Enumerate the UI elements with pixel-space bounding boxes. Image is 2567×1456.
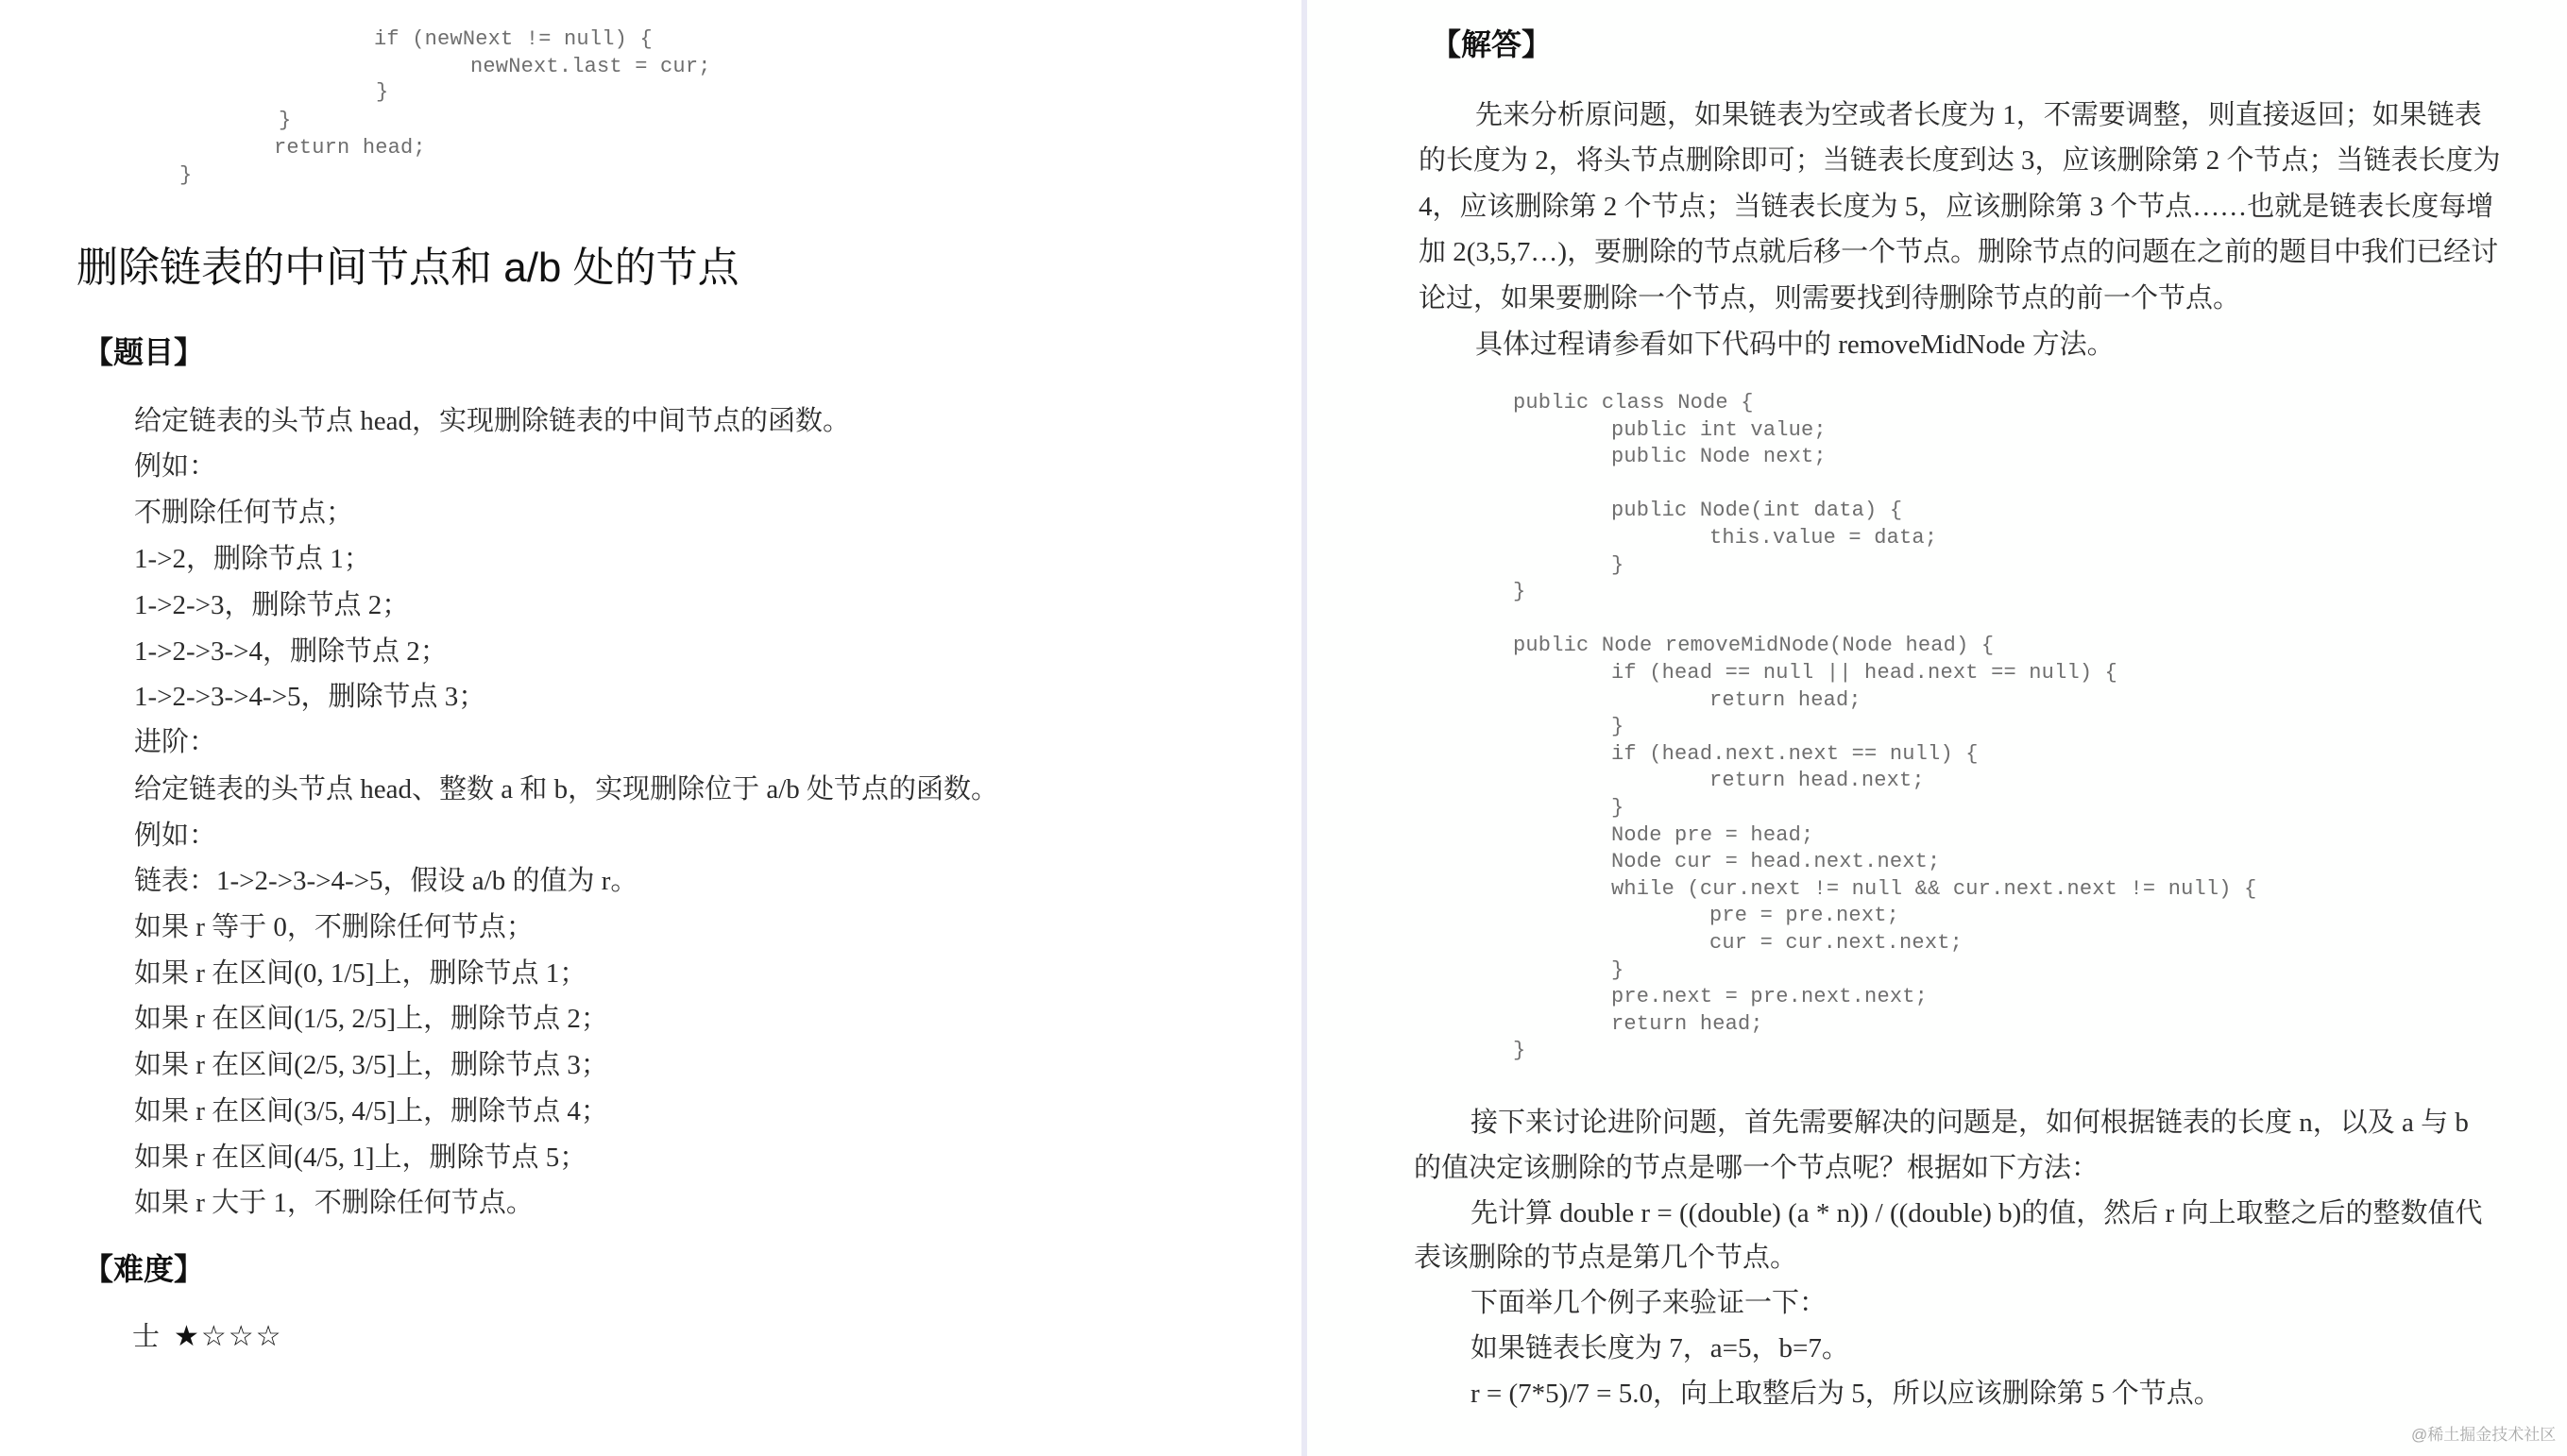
- code-line: public class Node {: [1513, 391, 1754, 415]
- problem-heading: 【题目】: [83, 335, 205, 369]
- problem-line: 例如：: [134, 451, 217, 482]
- code-line: pre.next = pre.next.next;: [1611, 985, 1929, 1008]
- paragraph-line: 加 2(3,5,7…)，要删除的节点就后移一个节点。删除节点的问题在之前的题目中我们已经讨: [1419, 237, 2499, 267]
- code-line: }: [279, 109, 292, 132]
- problem-line: 如果 r 等于 0，不删除任何节点；: [134, 912, 534, 942]
- watermark: @稀土掘金技术社区: [2411, 1426, 2557, 1444]
- code-line: this.value = data;: [1709, 526, 1938, 550]
- code-line: }: [1513, 580, 1526, 603]
- code-line: return head;: [1709, 688, 1862, 712]
- paragraph-line: 先计算 double r = ((double) (a * n)) / ((double) b)的值，然后 r 向上取整之后的整数值代: [1470, 1198, 2483, 1228]
- paragraph-line: 的长度为 2，将头节点删除即可；当链表长度到达 3，应该删除第 2 个节点；当链表长度为: [1419, 145, 2501, 176]
- code-line: }: [1611, 553, 1624, 577]
- answer-heading: 【解答】: [1431, 27, 1553, 61]
- paragraph-line: 先来分析原问题，如果链表为空或者长度为 1，不需要调整，则直接返回；如果链表: [1475, 100, 2482, 130]
- paragraph-line: 的值决定该删除的节点是哪一个节点呢？根据如下方法：: [1414, 1153, 2100, 1183]
- code-line: return head;: [1611, 1012, 1763, 1036]
- problem-line: 如果 r 在区间(2/5, 3/5]上，删除节点 3；: [134, 1050, 608, 1080]
- problem-line: 如果 r 在区间(3/5, 4/5]上，删除节点 4；: [134, 1096, 608, 1126]
- problem-line: 给定链表的头节点 head，实现删除链表的中间节点的函数。: [134, 406, 850, 436]
- paragraph-line: 4，应该删除第 2 个节点；当链表长度为 5，应该删除第 3 个节点……也就是链表长度每增: [1419, 192, 2494, 222]
- problem-line: 1->2->3->4->5，删除节点 3；: [134, 682, 486, 712]
- difficulty-stars-icon: ★☆☆☆: [174, 1321, 283, 1352]
- problem-line: 如果 r 在区间(4/5, 1]上，删除节点 5；: [134, 1143, 587, 1173]
- code-line: if (newNext != null) {: [374, 27, 653, 51]
- paragraph-line: 下面举几个例子来验证一下：: [1470, 1288, 1828, 1318]
- code-line: return head.next;: [1709, 769, 1925, 792]
- code-line: while (cur.next != null && cur.next.next != null) {: [1611, 877, 2257, 901]
- problem-line: 1->2->3，删除节点 2；: [134, 590, 410, 620]
- code-line: if (head.next.next == null) {: [1611, 742, 1979, 766]
- paragraph-line: 表该删除的节点是第几个节点。: [1414, 1243, 1798, 1273]
- difficulty-level-label: 士: [132, 1322, 161, 1352]
- code-line: }: [1611, 715, 1624, 738]
- problem-line: 例如：: [134, 821, 217, 851]
- code-line: public Node removeMidNode(Node head) {: [1513, 634, 1995, 657]
- code-line: newNext.last = cur;: [470, 55, 711, 78]
- difficulty-heading: 【难度】: [83, 1252, 205, 1286]
- code-line: }: [1513, 1039, 1526, 1062]
- code-line: }: [1611, 796, 1624, 820]
- paragraph-line: 接下来讨论进阶问题，首先需要解决的问题是，如何根据链表的长度 n，以及 a 与 b: [1470, 1108, 2469, 1138]
- problem-line: 如果 r 大于 1，不删除任何节点。: [134, 1188, 534, 1218]
- code-line: public int value;: [1611, 418, 1827, 442]
- code-intro-paragraph: 具体过程请参看如下代码中的 removeMidNode 方法。: [1475, 330, 2115, 360]
- problem-line: 1->2，删除节点 1；: [134, 544, 371, 574]
- problem-line: 如果 r 在区间(0, 1/5]上，删除节点 1；: [134, 958, 587, 989]
- paragraph-line: 论过，如果要删除一个节点，则需要找到待删除节点的前一个节点。: [1419, 283, 2241, 313]
- code-line: return head;: [274, 136, 426, 160]
- paragraph-line: r = (7*5)/7 = 5.0，向上取整后为 5，所以应该删除第 5 个节点。: [1470, 1379, 2221, 1409]
- section-title: 删除链表的中间节点和 a/b 处的节点: [76, 245, 740, 291]
- code-line: }: [179, 163, 193, 187]
- problem-line: 链表：1->2->3->4->5，假设 a/b 的值为 r。: [134, 866, 638, 896]
- code-line: if (head == null || head.next == null) {: [1611, 661, 2118, 685]
- code-line: cur = cur.next.next;: [1709, 931, 1964, 955]
- problem-line: 给定链表的头节点 head、整数 a 和 b，实现删除位于 a/b 处节点的函数。: [134, 774, 999, 804]
- problem-line: 不删除任何节点；: [134, 498, 354, 528]
- code-line: public Node(int data) {: [1611, 499, 1903, 522]
- code-line: }: [1611, 958, 1624, 982]
- code-line: pre = pre.next;: [1709, 904, 1900, 927]
- problem-line: 进阶：: [134, 727, 217, 757]
- problem-line: 1->2->3->4，删除节点 2；: [134, 636, 448, 667]
- paragraph-line: 如果链表长度为 7，a=5，b=7。: [1470, 1333, 1849, 1363]
- code-line: Node cur = head.next.next;: [1611, 850, 1941, 873]
- code-line: public Node next;: [1611, 445, 1827, 468]
- code-line: }: [376, 80, 389, 104]
- problem-line: 如果 r 在区间(1/5, 2/5]上，删除节点 2；: [134, 1004, 608, 1034]
- code-line: Node pre = head;: [1611, 823, 1814, 847]
- right-page: [1307, 0, 2567, 1456]
